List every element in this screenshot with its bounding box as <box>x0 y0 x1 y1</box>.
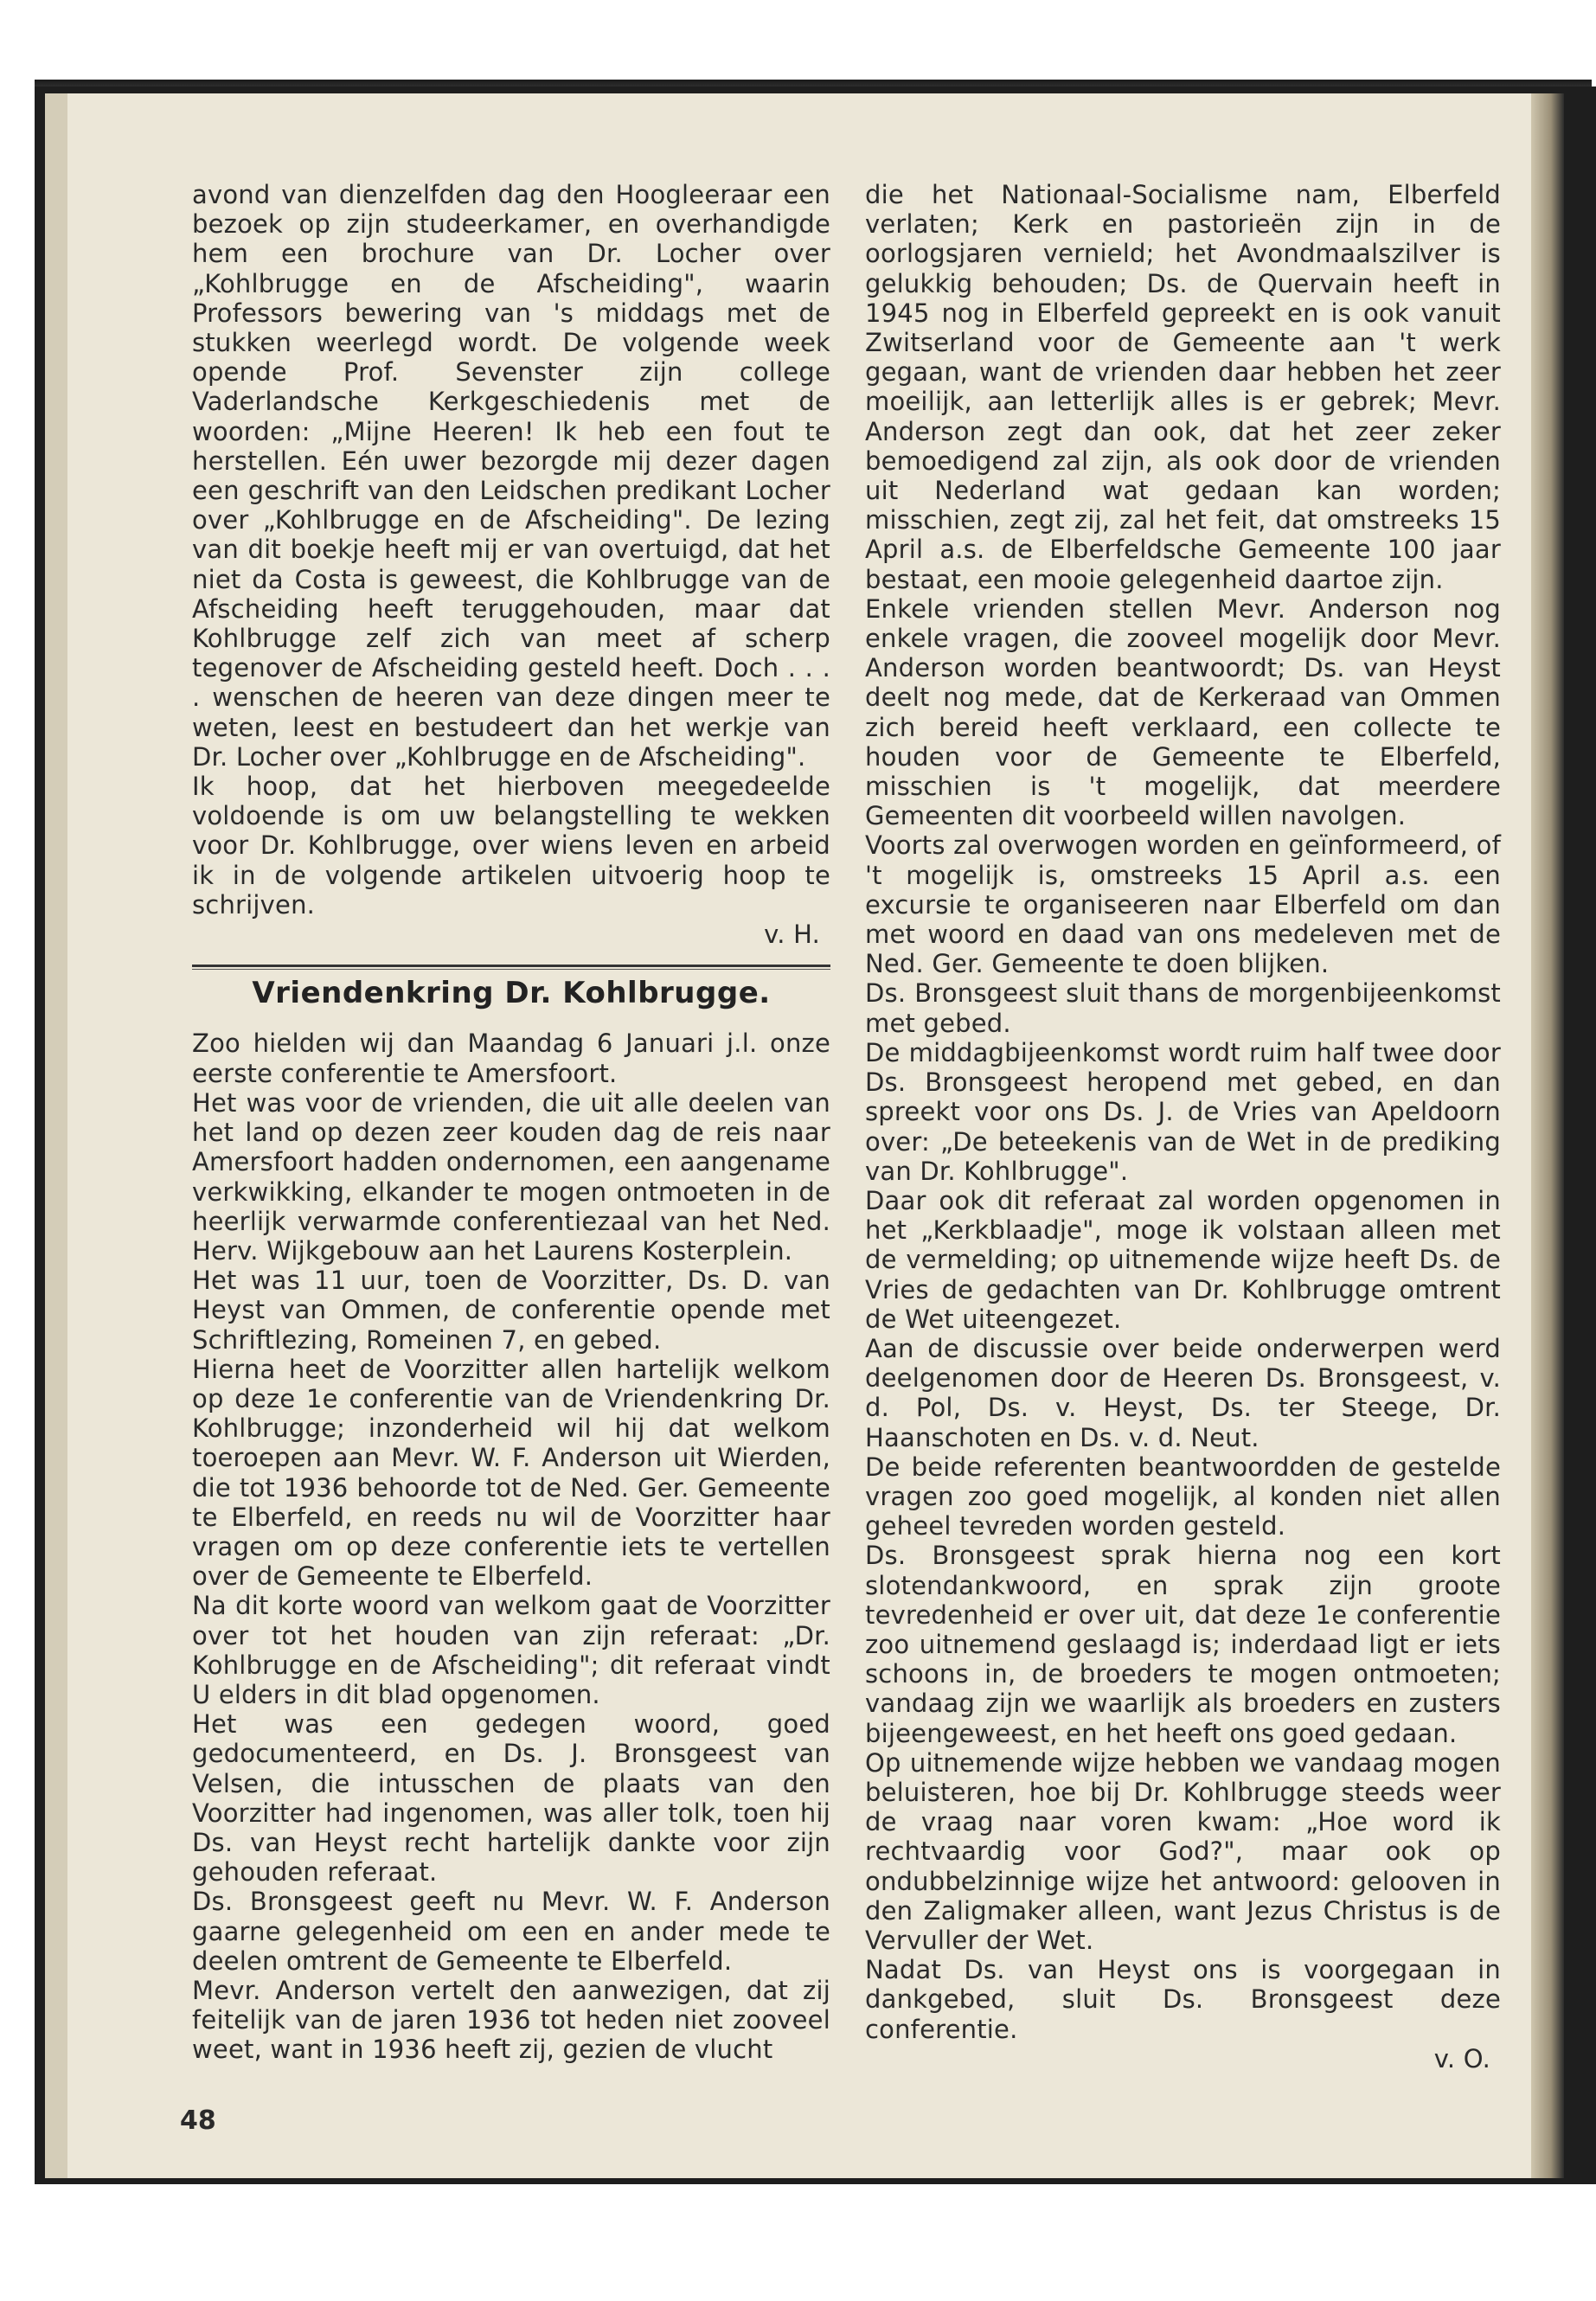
paragraph: Mevr. Anderson vertelt den aanwezigen, dat zij feitelijk van de jaren 1936 tot heden niet zooveel weet, want in 1936 heeft zij, gezien de vlucht <box>192 1975 830 2065</box>
paragraph: Ik hoop, dat het hierboven meegedeelde voldoende is om uw belangstelling te wekken voor Dr. Kohlbrugge, over wiens leven en arbeid ik in de volgende artikelen uitvoerig hoop te schrijven. <box>192 772 830 920</box>
paragraph: die het Nationaal-Socialisme nam, Elberfeld verlaten; Kerk en pastorieën zijn in de oorlogsjaren vernield; het Avondmaalszilver is gelukkig behouden; Ds. de Quervain heeft in 1945 nog in Elberfeld gepreekt en is ook vanuit Zwitserland voor de Gemeente aan 't werk gegaan, want de vrienden daar hebben het zeer moeilijk, aan letterlijk alles is er gebrek; Mevr. Anderson zegt dan ook, dat het zeer zeker bemoedigend zal zijn, als ook door de vrienden uit Nederland wat gedaan kan worden; misschien, zegt zij, zal het feit, dat omstreeks 15 April a.s. de Elberfeldsche Gemeente 100 jaar bestaat, een mooie gelegenheid daartoe zijn. <box>865 180 1501 594</box>
paragraph: Zoo hielden wij dan Maandag 6 Januari j.l. onze eerste conferentie te Amersfoort. <box>192 1029 830 1088</box>
paragraph: De middagbijeenkomst wordt ruim half twee door Ds. Bronsgeest heropend met gebed, en dan spreekt voor ons Ds. J. de Vries van Apeldoorn over: „De beteekenis van de Wet in de prediking van Dr. Kohlbrugge". <box>865 1037 1501 1186</box>
page-gutter-edge <box>1531 93 1564 2178</box>
paragraph: Ds. Bronsgeest sluit thans de morgenbijeenkomst met gebed. <box>865 978 1501 1038</box>
paragraph: Op uitnemende wijze hebben we vandaag mogen beluisteren, hoe bij Dr. Kohlbrugge steeds weer de vraag naar voren kwam: „Hoe word ik rechtvaardig voor God?", maar ook op ondubbelzinnige wijze het antwoord: gelooven in den Zaligmaker alleen, want Jezus Christus is de Vervuller der Wet. <box>865 1747 1501 1955</box>
paragraph: avond van dienzelfden dag den Hoogleeraar een bezoek op zijn studeerkamer, en overhandigde hem een brochure van Dr. Locher over „Kohlbrugge en de Afscheiding", waarin Professors bewering van 's middags met de stukken weerlegd wordt. De volgende week opende Prof. Sevenster zijn college Vaderlandsche Kerkgeschiedenis met de woorden: „Mijne Heeren! Ik heb een fout te herstellen. Eén uwer bezorgde mij dezer dagen een geschrift van den Leidschen predikant Locher over „Kohlbrugge en de Afscheiding". De lezing van dit boekje heeft mij er van overtuigd, dat het niet da Costa is geweest, die Kohlbrugge van de Afscheiding heeft teruggehouden, maar dat Kohlbrugge zelf zich van meet af scherp tegenover de Afscheiding gesteld heeft. Doch . . . . wenschen de heeren van deze dingen meer te weten, leest en bestudeert dan het werkje van Dr. Locher over „Kohlbrugge en de Afscheiding". <box>192 180 830 772</box>
paragraph: Voorts zal overwogen worden en geïnformeerd, of 't mogelijk is, omstreeks 15 April a.s. een excursie te organiseeren naar Elberfeld om dan met woord en daad van ons medeleven met de Ned. Ger. Gemeente te doen blijken. <box>865 830 1501 979</box>
paragraph: Nadat Ds. van Heyst ons is voorgegaan in dankgebed, sluit Ds. Bronsgeest deze conferentie. <box>865 1955 1501 2044</box>
top-margin <box>0 0 1596 82</box>
paragraph: Hierna heet de Voorzitter allen hartelijk welkom op deze 1e conferentie van de Vriendenkring Dr. Kohlbrugge; inzonderheid wil hij dat welkom toeroepen aan Mevr. W. F. Anderson uit Wierden, die tot 1936 behoorde tot de Ned. Ger. Gemeente te Elberfeld, en reeds nu wil de Voorzitter haar vragen om op deze conferentie iets te vertellen over de Gemeente te Elberfeld. <box>192 1354 830 1592</box>
paragraph: Het was 11 uur, toen de Voorzitter, Ds. D. van Heyst van Ommen, de conferentie opende met Schriftlezing, Romeinen 7, en gebed. <box>192 1266 830 1355</box>
signature-vo: v. O. <box>1433 2043 1490 2073</box>
section-rule-thin <box>192 969 830 970</box>
paragraph: Ds. Bronsgeest geeft nu Mevr. W. F. Anderson gaarne gelegenheid om een en ander mede te deelen omtrent de Gemeente te Elberfeld. <box>192 1887 830 1976</box>
paragraph: Daar ook dit referaat zal worden opgenomen in het „Kerkblaadje", moge ik volstaan alleen met de vermelding; op uitnemende wijze heeft Ds. de Vries de gedachten van Dr. Kohlbrugge omtrent de Wet uiteengezet. <box>865 1185 1501 1334</box>
paragraph: Het was een gedegen woord, goed gedocumenteerd, en Ds. J. Bronsgeest van Velsen, die intusschen de plaats van den Voorzitter had ingenomen, was aller tolk, toen hij Ds. van Heyst recht hartelijk dankte voor zijn gehouden referaat. <box>192 1709 830 1888</box>
paragraph: Na dit korte woord van welkom gaat de Voorzitter over tot het houden van zijn referaat: „Dr. Kohlbrugge en de Afscheiding"; dit referaat vindt U elders in dit blad opgenomen. <box>192 1591 830 1709</box>
paragraph: De beide referenten beantwoordden de gestelde vragen zoo goed mogelijk, al konden niet allen geheel tevreden worden gesteld. <box>865 1452 1501 1541</box>
paragraph: Enkele vrienden stellen Mevr. Anderson nog enkele vragen, die zooveel mogelijk door Mevr. Anderson worden beantwoordt; Ds. van Heyst deelt nog mede, dat de Kerkeraad van Ommen zich bereid heeft verklaard, een collecte te houden voor de Gemeente te Elberfeld, misschien is 't mogelijk, dat meerdere Gemeenten dit voorbeeld willen navolgen. <box>865 593 1501 831</box>
bottom-margin <box>0 2184 1596 2301</box>
signature-vh: v. H. <box>764 920 820 950</box>
paragraph: Ds. Bronsgeest sprak hierna nog een kort slotendankwoord, en sprak zijn groote tevredenheid er over uit, dat deze 1e conferentie zoo uitnemend geslaagd is; inderdaad ligt er iets schoons in, de broeders te mogen ontmoeten; vandaag zijn we waarlijk als broeders en zusters bijeengeweest, en het heeft ons goed gedaan. <box>865 1541 1501 1748</box>
section-heading: Vriendenkring Dr. Kohlbrugge. <box>252 976 771 1011</box>
right-column <box>865 180 1501 2073</box>
left-column <box>192 180 830 2065</box>
page-number: 48 <box>180 2106 216 2136</box>
paragraph: Het was voor de vrienden, die uit alle deelen van het land op dezen zeer kouden dag de reis naar Amersfoort hadden ondernomen, een aangename verkwikking, elkander te mogen ontmoeten in de heerlijk verwarmde conferentiezaal van het Ned. Herv. Wijkgebouw aan het Laurens Kosterplein. <box>192 1087 830 1266</box>
paragraph: Aan de discussie over beide onderwerpen werd deelgenomen door de Heeren Ds. Bronsgeest, v. d. Pol, Ds. v. Heyst, Ds. ter Steege, Dr. Haanschoten en Ds. v. d. Neut. <box>865 1333 1501 1452</box>
section-rule-thick <box>192 965 830 967</box>
